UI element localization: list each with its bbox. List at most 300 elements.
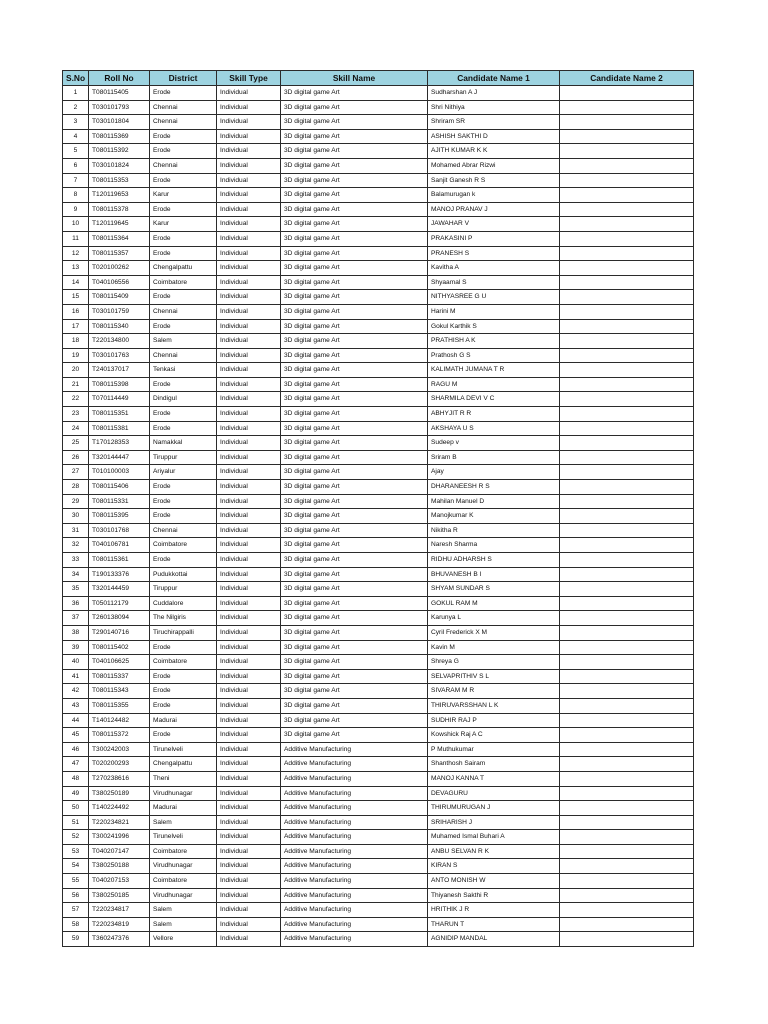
cell-skill-name: 3D digital game Art xyxy=(281,173,428,188)
cell-roll-no: T080115331 xyxy=(89,494,150,509)
table-row xyxy=(63,275,694,290)
cell-skill-type: Individual xyxy=(217,261,281,276)
cell-sno: 13 xyxy=(63,261,89,276)
cell-district: Theni xyxy=(150,771,217,786)
cell-skill-name: 3D digital game Art xyxy=(281,407,428,422)
cell-candidate-name-1: SRIHARISH J xyxy=(428,815,560,830)
cell-skill-name: 3D digital game Art xyxy=(281,480,428,495)
cell-district: Tirunelveli xyxy=(150,742,217,757)
cell-candidate-name-2 xyxy=(560,100,694,115)
cell-candidate-name-2 xyxy=(560,363,694,378)
cell-sno: 51 xyxy=(63,815,89,830)
table-row xyxy=(63,261,694,276)
cell-district: Vellore xyxy=(150,932,217,947)
cell-skill-name: Additive Manufacturing xyxy=(281,771,428,786)
header-district: District xyxy=(150,71,217,86)
cell-candidate-name-1: SHARMILA DEVI V C xyxy=(428,392,560,407)
table-row xyxy=(63,494,694,509)
cell-candidate-name-2 xyxy=(560,188,694,203)
cell-sno: 3 xyxy=(63,115,89,130)
cell-district: Karur xyxy=(150,188,217,203)
cell-district: Madurai xyxy=(150,713,217,728)
cell-roll-no: T030101768 xyxy=(89,523,150,538)
cell-district: Coimbatore xyxy=(150,874,217,889)
cell-candidate-name-2 xyxy=(560,582,694,597)
cell-sno: 44 xyxy=(63,713,89,728)
cell-skill-type: Individual xyxy=(217,144,281,159)
cell-skill-type: Individual xyxy=(217,173,281,188)
cell-district: Erode xyxy=(150,319,217,334)
cell-sno: 41 xyxy=(63,669,89,684)
cell-candidate-name-2 xyxy=(560,596,694,611)
cell-skill-name: 3D digital game Art xyxy=(281,392,428,407)
cell-skill-type: Individual xyxy=(217,801,281,816)
header-candidate-name-1: Candidate Name 1 xyxy=(428,71,560,86)
cell-candidate-name-1: KALIMATH JUMANA T R xyxy=(428,363,560,378)
cell-candidate-name-2 xyxy=(560,304,694,319)
cell-candidate-name-2 xyxy=(560,888,694,903)
cell-candidate-name-2 xyxy=(560,815,694,830)
cell-candidate-name-2 xyxy=(560,713,694,728)
cell-candidate-name-1: Balamurugan k xyxy=(428,188,560,203)
cell-candidate-name-1: PRAKASINI P xyxy=(428,231,560,246)
cell-roll-no: T070114449 xyxy=(89,392,150,407)
cell-skill-name: 3D digital game Art xyxy=(281,275,428,290)
cell-skill-name: 3D digital game Art xyxy=(281,582,428,597)
cell-candidate-name-2 xyxy=(560,480,694,495)
cell-sno: 4 xyxy=(63,129,89,144)
table-row xyxy=(63,465,694,480)
cell-candidate-name-1: Prathosh G S xyxy=(428,348,560,363)
cell-roll-no: T030101793 xyxy=(89,100,150,115)
cell-sno: 18 xyxy=(63,334,89,349)
cell-sno: 53 xyxy=(63,844,89,859)
table-row xyxy=(63,713,694,728)
cell-roll-no: T020100262 xyxy=(89,261,150,276)
cell-skill-name: 3D digital game Art xyxy=(281,567,428,582)
cell-district: Erode xyxy=(150,728,217,743)
cell-candidate-name-1: Sanjit Ganesh R S xyxy=(428,173,560,188)
cell-sno: 20 xyxy=(63,363,89,378)
cell-candidate-name-1: THIRUMURUGAN J xyxy=(428,801,560,816)
cell-district: Erode xyxy=(150,494,217,509)
cell-skill-type: Individual xyxy=(217,815,281,830)
cell-skill-type: Individual xyxy=(217,698,281,713)
cell-candidate-name-1: Sudeep v xyxy=(428,436,560,451)
cell-sno: 31 xyxy=(63,523,89,538)
cell-district: Pudukkottai xyxy=(150,567,217,582)
cell-candidate-name-2 xyxy=(560,669,694,684)
cell-roll-no: T140224492 xyxy=(89,801,150,816)
cell-sno: 59 xyxy=(63,932,89,947)
cell-candidate-name-1: THIRUVARSSHAN L K xyxy=(428,698,560,713)
cell-district: Erode xyxy=(150,173,217,188)
cell-candidate-name-2 xyxy=(560,275,694,290)
cell-candidate-name-1: PRATHISH A K xyxy=(428,334,560,349)
cell-skill-name: 3D digital game Art xyxy=(281,217,428,232)
cell-skill-name: 3D digital game Art xyxy=(281,450,428,465)
cell-skill-name: 3D digital game Art xyxy=(281,115,428,130)
cell-candidate-name-2 xyxy=(560,334,694,349)
table-body xyxy=(63,86,694,947)
cell-skill-type: Individual xyxy=(217,275,281,290)
table-row xyxy=(63,304,694,319)
cell-district: Salem xyxy=(150,903,217,918)
table-row xyxy=(63,698,694,713)
cell-skill-name: 3D digital game Art xyxy=(281,669,428,684)
cell-candidate-name-2 xyxy=(560,859,694,874)
cell-district: Tiruppur xyxy=(150,582,217,597)
cell-skill-name: Additive Manufacturing xyxy=(281,786,428,801)
cell-district: Erode xyxy=(150,231,217,246)
cell-roll-no: T080115378 xyxy=(89,202,150,217)
cell-skill-name: 3D digital game Art xyxy=(281,465,428,480)
cell-district: Chennai xyxy=(150,115,217,130)
cell-skill-name: 3D digital game Art xyxy=(281,698,428,713)
cell-candidate-name-2 xyxy=(560,173,694,188)
cell-skill-type: Individual xyxy=(217,188,281,203)
cell-roll-no: T080115340 xyxy=(89,319,150,334)
table-row xyxy=(63,407,694,422)
cell-skill-name: Additive Manufacturing xyxy=(281,859,428,874)
cell-sno: 30 xyxy=(63,509,89,524)
cell-district: Erode xyxy=(150,202,217,217)
cell-roll-no: T190133376 xyxy=(89,567,150,582)
cell-skill-type: Individual xyxy=(217,728,281,743)
cell-skill-type: Individual xyxy=(217,669,281,684)
table-row xyxy=(63,173,694,188)
cell-candidate-name-2 xyxy=(560,436,694,451)
cell-district: Coimbatore xyxy=(150,655,217,670)
cell-skill-name: 3D digital game Art xyxy=(281,596,428,611)
cell-candidate-name-2 xyxy=(560,625,694,640)
table-row xyxy=(63,231,694,246)
cell-candidate-name-1: HRITHIK J R xyxy=(428,903,560,918)
cell-candidate-name-1: Ajay xyxy=(428,465,560,480)
cell-candidate-name-1: Thiyanesh Sakthi R xyxy=(428,888,560,903)
cell-sno: 32 xyxy=(63,538,89,553)
cell-sno: 8 xyxy=(63,188,89,203)
cell-skill-name: Additive Manufacturing xyxy=(281,844,428,859)
cell-district: Erode xyxy=(150,553,217,568)
cell-district: Virudhunagar xyxy=(150,859,217,874)
table-row xyxy=(63,421,694,436)
cell-candidate-name-1: P Muthukumar xyxy=(428,742,560,757)
table-row xyxy=(63,786,694,801)
cell-candidate-name-2 xyxy=(560,567,694,582)
candidate-table xyxy=(62,70,694,947)
cell-skill-name: 3D digital game Art xyxy=(281,188,428,203)
cell-roll-no: T120119653 xyxy=(89,188,150,203)
cell-skill-type: Individual xyxy=(217,742,281,757)
table-row xyxy=(63,319,694,334)
cell-candidate-name-1: Shreya G xyxy=(428,655,560,670)
cell-roll-no: T040106556 xyxy=(89,275,150,290)
cell-candidate-name-1: THARUN T xyxy=(428,917,560,932)
cell-roll-no: T080115409 xyxy=(89,290,150,305)
cell-candidate-name-2 xyxy=(560,261,694,276)
cell-skill-name: 3D digital game Art xyxy=(281,304,428,319)
cell-roll-no: T080115337 xyxy=(89,669,150,684)
table-row xyxy=(63,596,694,611)
cell-candidate-name-2 xyxy=(560,465,694,480)
cell-skill-name: Additive Manufacturing xyxy=(281,815,428,830)
cell-sno: 39 xyxy=(63,640,89,655)
cell-skill-type: Individual xyxy=(217,129,281,144)
table-row xyxy=(63,903,694,918)
cell-candidate-name-2 xyxy=(560,407,694,422)
table-row xyxy=(63,290,694,305)
cell-candidate-name-2 xyxy=(560,494,694,509)
cell-skill-type: Individual xyxy=(217,115,281,130)
table-row xyxy=(63,888,694,903)
cell-district: Chengalpattu xyxy=(150,757,217,772)
cell-candidate-name-1: Mohamed Abrar Rizwi xyxy=(428,158,560,173)
cell-district: Erode xyxy=(150,698,217,713)
cell-skill-name: Additive Manufacturing xyxy=(281,874,428,889)
cell-candidate-name-2 xyxy=(560,771,694,786)
cell-candidate-name-1: AKSHAYA U S xyxy=(428,421,560,436)
cell-sno: 56 xyxy=(63,888,89,903)
cell-district: Madurai xyxy=(150,801,217,816)
cell-district: Namakkal xyxy=(150,436,217,451)
cell-skill-name: 3D digital game Art xyxy=(281,494,428,509)
table-row xyxy=(63,830,694,845)
cell-sno: 37 xyxy=(63,611,89,626)
cell-roll-no: T140124482 xyxy=(89,713,150,728)
cell-candidate-name-1: ANTO MONISH W xyxy=(428,874,560,889)
cell-roll-no: T260138094 xyxy=(89,611,150,626)
cell-candidate-name-2 xyxy=(560,742,694,757)
cell-roll-no: T080115402 xyxy=(89,640,150,655)
cell-sno: 48 xyxy=(63,771,89,786)
cell-skill-name: 3D digital game Art xyxy=(281,100,428,115)
cell-sno: 24 xyxy=(63,421,89,436)
cell-roll-no: T320144447 xyxy=(89,450,150,465)
cell-sno: 22 xyxy=(63,392,89,407)
cell-roll-no: T360247376 xyxy=(89,932,150,947)
cell-candidate-name-1: Shri Nithiya xyxy=(428,100,560,115)
cell-candidate-name-2 xyxy=(560,830,694,845)
cell-skill-type: Individual xyxy=(217,655,281,670)
cell-roll-no: T040106781 xyxy=(89,538,150,553)
cell-sno: 15 xyxy=(63,290,89,305)
table-row xyxy=(63,523,694,538)
cell-district: Chennai xyxy=(150,304,217,319)
cell-roll-no: T300242003 xyxy=(89,742,150,757)
table-row xyxy=(63,859,694,874)
cell-candidate-name-2 xyxy=(560,684,694,699)
cell-skill-type: Individual xyxy=(217,407,281,422)
cell-district: Ariyalur xyxy=(150,465,217,480)
cell-skill-name: 3D digital game Art xyxy=(281,538,428,553)
header-row xyxy=(63,71,694,86)
cell-candidate-name-2 xyxy=(560,144,694,159)
cell-sno: 7 xyxy=(63,173,89,188)
cell-skill-name: Additive Manufacturing xyxy=(281,742,428,757)
table-row xyxy=(63,100,694,115)
cell-candidate-name-2 xyxy=(560,917,694,932)
table-row xyxy=(63,611,694,626)
cell-candidate-name-1: Manojkumar K xyxy=(428,509,560,524)
cell-skill-type: Individual xyxy=(217,903,281,918)
table-row xyxy=(63,348,694,363)
cell-district: Erode xyxy=(150,669,217,684)
cell-candidate-name-1: ABHYJIT R R xyxy=(428,407,560,422)
cell-sno: 17 xyxy=(63,319,89,334)
cell-roll-no: T030101804 xyxy=(89,115,150,130)
cell-district: Chengalpattu xyxy=(150,261,217,276)
table-row xyxy=(63,874,694,889)
cell-sno: 36 xyxy=(63,596,89,611)
cell-skill-type: Individual xyxy=(217,888,281,903)
cell-district: The Nilgiris xyxy=(150,611,217,626)
cell-skill-type: Individual xyxy=(217,494,281,509)
cell-skill-name: 3D digital game Art xyxy=(281,611,428,626)
cell-district: Tenkasi xyxy=(150,363,217,378)
header-skill-type: Skill Type xyxy=(217,71,281,86)
cell-candidate-name-1: KIRAN S xyxy=(428,859,560,874)
cell-sno: 1 xyxy=(63,86,89,101)
table-row xyxy=(63,158,694,173)
cell-skill-name: 3D digital game Art xyxy=(281,553,428,568)
cell-skill-type: Individual xyxy=(217,334,281,349)
cell-district: Tiruppur xyxy=(150,450,217,465)
cell-skill-type: Individual xyxy=(217,319,281,334)
table-header xyxy=(63,71,694,86)
cell-candidate-name-2 xyxy=(560,509,694,524)
table-row xyxy=(63,757,694,772)
cell-sno: 27 xyxy=(63,465,89,480)
cell-skill-name: 3D digital game Art xyxy=(281,421,428,436)
header-candidate-name-2: Candidate Name 2 xyxy=(560,71,694,86)
cell-skill-name: 3D digital game Art xyxy=(281,625,428,640)
cell-roll-no: T220234819 xyxy=(89,917,150,932)
cell-candidate-name-1: MANOJ KANNA T xyxy=(428,771,560,786)
cell-skill-name: 3D digital game Art xyxy=(281,348,428,363)
cell-sno: 49 xyxy=(63,786,89,801)
cell-candidate-name-2 xyxy=(560,553,694,568)
cell-skill-name: Additive Manufacturing xyxy=(281,757,428,772)
cell-district: Salem xyxy=(150,334,217,349)
cell-candidate-name-1: MANOJ PRANAV J xyxy=(428,202,560,217)
cell-district: Chennai xyxy=(150,158,217,173)
cell-candidate-name-2 xyxy=(560,801,694,816)
cell-skill-type: Individual xyxy=(217,246,281,261)
cell-roll-no: T020200293 xyxy=(89,757,150,772)
header-skill-name: Skill Name xyxy=(281,71,428,86)
table-row xyxy=(63,129,694,144)
cell-roll-no: T270238616 xyxy=(89,771,150,786)
cell-district: Erode xyxy=(150,407,217,422)
cell-skill-type: Individual xyxy=(217,450,281,465)
cell-skill-name: 3D digital game Art xyxy=(281,728,428,743)
cell-skill-type: Individual xyxy=(217,596,281,611)
cell-candidate-name-2 xyxy=(560,115,694,130)
cell-roll-no: T080115372 xyxy=(89,728,150,743)
cell-district: Tiruchirappalli xyxy=(150,625,217,640)
cell-sno: 19 xyxy=(63,348,89,363)
table-row xyxy=(63,246,694,261)
cell-candidate-name-1: Kavin M xyxy=(428,640,560,655)
cell-district: Coimbatore xyxy=(150,538,217,553)
cell-skill-name: 3D digital game Art xyxy=(281,144,428,159)
cell-skill-name: Additive Manufacturing xyxy=(281,830,428,845)
cell-candidate-name-2 xyxy=(560,377,694,392)
cell-candidate-name-1: Harini M xyxy=(428,304,560,319)
cell-skill-name: Additive Manufacturing xyxy=(281,917,428,932)
cell-skill-type: Individual xyxy=(217,932,281,947)
cell-roll-no: T220134800 xyxy=(89,334,150,349)
cell-roll-no: T220234817 xyxy=(89,903,150,918)
cell-candidate-name-2 xyxy=(560,202,694,217)
cell-candidate-name-2 xyxy=(560,421,694,436)
cell-district: Erode xyxy=(150,509,217,524)
table-row xyxy=(63,217,694,232)
cell-sno: 11 xyxy=(63,231,89,246)
cell-sno: 46 xyxy=(63,742,89,757)
cell-candidate-name-1: SHYAM SUNDAR S xyxy=(428,582,560,597)
table-row xyxy=(63,86,694,101)
cell-candidate-name-1: Gokul Karthik S xyxy=(428,319,560,334)
cell-roll-no: T010100003 xyxy=(89,465,150,480)
cell-sno: 21 xyxy=(63,377,89,392)
cell-skill-name: Additive Manufacturing xyxy=(281,903,428,918)
cell-candidate-name-1: Muhamed Ismal Buhari A xyxy=(428,830,560,845)
cell-candidate-name-2 xyxy=(560,290,694,305)
cell-candidate-name-2 xyxy=(560,217,694,232)
cell-skill-type: Individual xyxy=(217,844,281,859)
cell-roll-no: T050112179 xyxy=(89,596,150,611)
cell-district: Virudhunagar xyxy=(150,786,217,801)
cell-district: Tirunelveli xyxy=(150,830,217,845)
cell-skill-type: Individual xyxy=(217,290,281,305)
cell-skill-type: Individual xyxy=(217,523,281,538)
cell-skill-name: 3D digital game Art xyxy=(281,319,428,334)
table-row xyxy=(63,742,694,757)
cell-candidate-name-1: SUDHIR RAJ P xyxy=(428,713,560,728)
cell-sno: 29 xyxy=(63,494,89,509)
cell-candidate-name-1: AJITH KUMAR K K xyxy=(428,144,560,159)
cell-roll-no: T080115355 xyxy=(89,698,150,713)
cell-skill-type: Individual xyxy=(217,684,281,699)
cell-candidate-name-2 xyxy=(560,757,694,772)
cell-roll-no: T080115398 xyxy=(89,377,150,392)
cell-skill-name: 3D digital game Art xyxy=(281,713,428,728)
cell-candidate-name-1: DHARANEESH R S xyxy=(428,480,560,495)
cell-skill-name: Additive Manufacturing xyxy=(281,932,428,947)
cell-candidate-name-1: Shyaamal S xyxy=(428,275,560,290)
cell-candidate-name-2 xyxy=(560,611,694,626)
cell-candidate-name-1: ANBU SELVAN R K xyxy=(428,844,560,859)
cell-sno: 55 xyxy=(63,874,89,889)
cell-district: Erode xyxy=(150,144,217,159)
cell-sno: 35 xyxy=(63,582,89,597)
cell-candidate-name-2 xyxy=(560,640,694,655)
cell-skill-type: Individual xyxy=(217,917,281,932)
cell-candidate-name-1: Cyril Frederick X M xyxy=(428,625,560,640)
cell-roll-no: T080115361 xyxy=(89,553,150,568)
header-roll-no: Roll No xyxy=(89,71,150,86)
cell-sno: 14 xyxy=(63,275,89,290)
cell-candidate-name-1: ASHISH SAKTHI D xyxy=(428,129,560,144)
cell-candidate-name-2 xyxy=(560,158,694,173)
cell-skill-type: Individual xyxy=(217,231,281,246)
table-row xyxy=(63,450,694,465)
cell-sno: 52 xyxy=(63,830,89,845)
cell-district: Erode xyxy=(150,421,217,436)
cell-candidate-name-1: Shriram SR xyxy=(428,115,560,130)
